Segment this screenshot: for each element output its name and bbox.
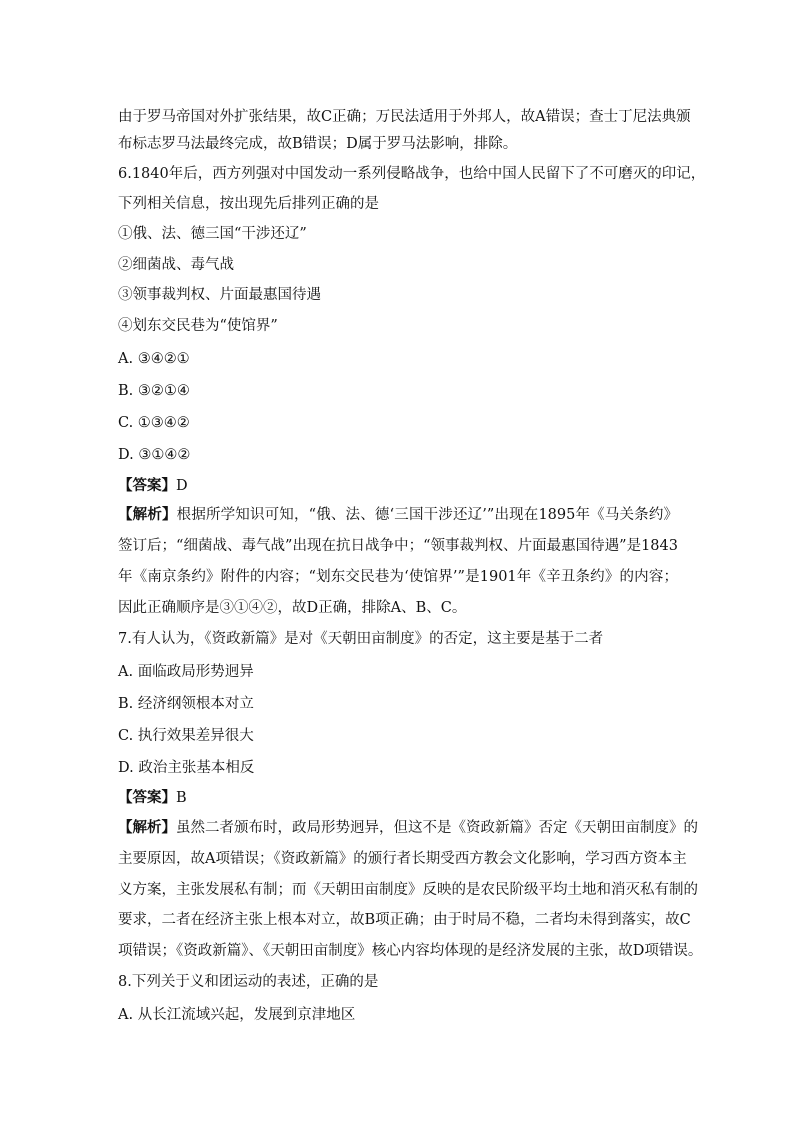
q7-analysis-line: 义方案，主张发展私有制；而《天朝田亩制度》反映的是农民阶级平均土地和消灭私有制的 bbox=[118, 882, 698, 898]
q6-item: ③领事裁判权、片面最惠国待遇 bbox=[118, 287, 321, 303]
q6-item: ④划东交民巷为“使馆界” bbox=[118, 318, 278, 334]
answer-value: B bbox=[176, 790, 187, 806]
q6-option-c: C. ①③④② bbox=[118, 415, 190, 431]
q6-analysis-line: 年《南京条约》附件的内容；“划东交民巷为‘使馆界’”是1901年《辛丑条约》的内容； bbox=[118, 569, 678, 585]
answer-value: D bbox=[176, 478, 188, 494]
q6-answer bbox=[118, 476, 678, 496]
q7-option-c: C. 执行效果差异很大 bbox=[118, 728, 254, 744]
q7-option-d: D. 政治主张基本相反 bbox=[118, 760, 255, 776]
q5-analysis-line: 由于罗马帝国对外扩张结果，故C正确；万民法适用于外邦人，故A错误；查士丁尼法典颁 bbox=[118, 109, 691, 125]
q6-analysis-line bbox=[118, 505, 678, 525]
q5-analysis-line: 布标志罗马法最终完成，故B错误；D属于罗马法影响，排除。 bbox=[118, 136, 518, 152]
q6-stem-line: 6.1840年后，西方列强对中国发动一系列侵略战争，也给中国人民留下了不可磨灭的印记， bbox=[118, 166, 706, 182]
q7-analysis-line: 项错误；《资政新篇》、《天朝田亩制度》核心内容均体现的是经济发展的主张，故D项错误。 bbox=[118, 943, 703, 959]
q7-stem: 7.有人认为，《资政新篇》是对《天朝田亩制度》的否定，这主要是基于二者 bbox=[118, 631, 604, 647]
q6-item: ①俄、法、德三国“干涉还辽” bbox=[118, 226, 307, 242]
q8-option-a: A. 从长江流域兴起，发展到京津地区 bbox=[118, 1007, 356, 1023]
q7-analysis-line: 主要原因，故A项错误；《资政新篇》的颁行者长期受西方教会文化影响，学习西方资本主 bbox=[118, 851, 687, 867]
q7-analysis-line: 要求，二者在经济主张上根本对立，故B项正确；由于时局不稳，二者均未得到落实，故C bbox=[118, 912, 691, 928]
answer-label: 【答案】 bbox=[118, 789, 176, 806]
analysis-text: 虽然二者颁布时，政局形势迥异，但这不是《资政新篇》否定《天朝田亩制度》的 bbox=[176, 820, 698, 836]
q6-option-b: B. ③②①④ bbox=[118, 383, 190, 399]
q6-item: ②细菌战、毒气战 bbox=[118, 257, 234, 273]
analysis-label: 【解析】 bbox=[118, 819, 176, 836]
q6-analysis-line: 因此正确顺序是③①④②，故D正确，排除A、B、C。 bbox=[118, 600, 467, 616]
q6-option-a: A. ③④②① bbox=[118, 351, 190, 367]
q6-stem-line: 下列相关信息，按出现先后排列正确的是 bbox=[118, 196, 379, 212]
q7-analysis-line bbox=[118, 818, 698, 838]
q6-option-d: D. ③①④② bbox=[118, 447, 191, 463]
analysis-text: 根据所学知识可知，“俄、法、德‘三国干涉还辽’”出现在1895年《马关条约》 bbox=[176, 507, 678, 523]
analysis-label: 【解析】 bbox=[118, 506, 177, 523]
q7-answer bbox=[118, 788, 678, 808]
q7-option-a: A. 面临政局形势迥异 bbox=[118, 664, 254, 680]
q6-analysis-line: 签订后；“细菌战、毒气战”出现在抗日战争中；“领事裁判权、片面最惠国待遇”是1843 bbox=[118, 538, 678, 554]
q7-option-b: B. 经济纲领根本对立 bbox=[118, 696, 254, 712]
answer-label: 【答案】 bbox=[118, 477, 176, 494]
q8-stem: 8.下列关于义和团运动的表述，正确的是 bbox=[118, 974, 379, 990]
